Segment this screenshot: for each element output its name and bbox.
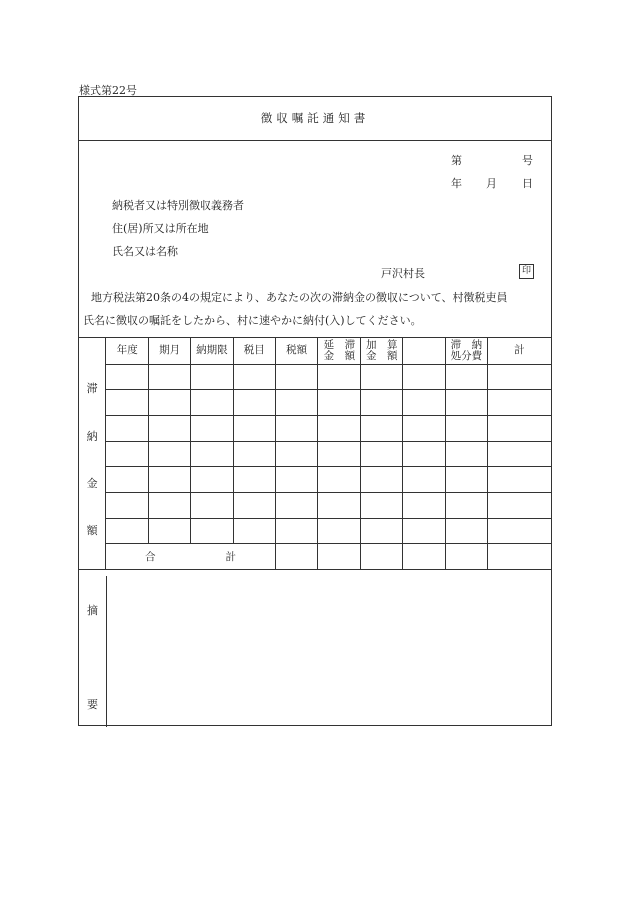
total-label-right: 計 [225, 551, 236, 564]
notice-text-line1: 地方税法第20条の4の規定により、あなたの次の滞納金の徴収について、村徴税吏員 [91, 291, 508, 304]
name-label: 氏名又は名称 [112, 245, 178, 258]
col-header-total: 計 [487, 338, 551, 364]
side-label-char: 金 [86, 477, 98, 490]
table-total-row [79, 544, 551, 570]
table-row [79, 518, 551, 544]
form-title: 徴収嘱託通知書 [79, 97, 551, 141]
remarks-label-column [79, 576, 107, 727]
header-line: 処分費 [450, 349, 483, 362]
header-line: 金 額 [366, 349, 398, 362]
header-line: 滞 納 [450, 338, 483, 351]
doc-number-suffix: 号 [522, 154, 533, 167]
remarks-label-char: 摘 [87, 604, 98, 617]
date-year: 年 [451, 177, 462, 190]
table-row [79, 364, 551, 390]
total-label-left: 合 [145, 551, 156, 564]
remarks-label-char: 要 [87, 698, 98, 711]
col-header-tax-item: 税目 [233, 338, 275, 364]
col-header-disposition-cost [445, 338, 487, 364]
table-row [79, 467, 551, 493]
table-row [79, 390, 551, 416]
date-month: 月 [486, 177, 497, 190]
col-header-delinquency-charge [318, 338, 361, 364]
header-line: 延 滞 [323, 338, 356, 351]
col-header-year: 年度 [106, 338, 149, 364]
delinquency-table [79, 338, 551, 570]
table-row [79, 415, 551, 441]
notice-form [78, 96, 552, 726]
doc-number-prefix: 第 [451, 154, 462, 167]
side-label-cell [79, 338, 106, 570]
col-header-tax-amount: 税額 [275, 338, 318, 364]
table-row [79, 492, 551, 518]
side-label-char: 額 [86, 524, 98, 537]
remarks-section [79, 576, 551, 727]
col-header-blank [403, 338, 446, 364]
seal-stamp-box: 印 [519, 264, 534, 279]
side-label-char: 納 [86, 430, 98, 443]
side-label-char: 滞 [86, 382, 98, 395]
table-row [79, 441, 551, 467]
table-header-row [79, 338, 551, 364]
col-header-due-date: 納期限 [191, 338, 234, 364]
header-line: 金 額 [323, 349, 356, 362]
header-line: 加 算 [366, 338, 398, 351]
total-row-label [106, 544, 275, 570]
date-day: 日 [522, 177, 533, 190]
address-label: 住(居)所又は所在地 [112, 222, 209, 235]
form-number: 様式第22号 [79, 84, 137, 97]
col-header-surcharge [361, 338, 403, 364]
col-header-period: 期月 [149, 338, 191, 364]
issuer-name: 戸沢村長 [381, 267, 425, 280]
notice-text-line2: 氏名に徴収の嘱託をしたから、村に速やかに納付(入)してください。 [83, 314, 422, 327]
taxpayer-label: 納税者又は特別徴収義務者 [112, 199, 244, 212]
